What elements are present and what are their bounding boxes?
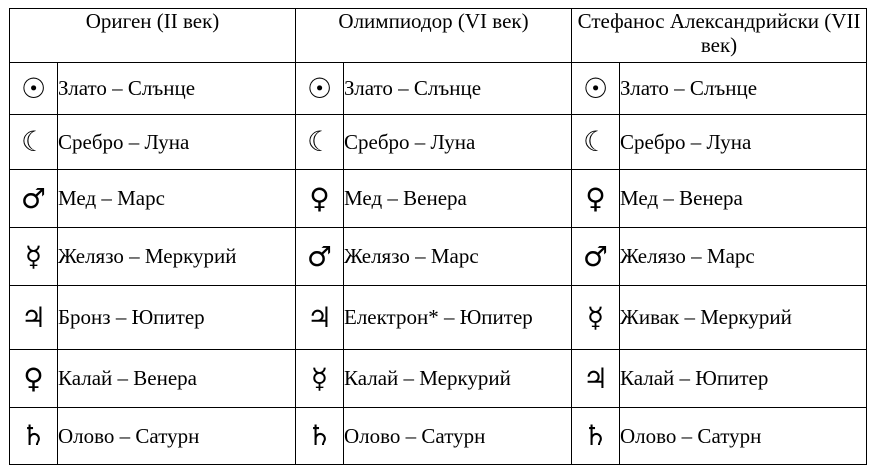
metal-planet-label: Злато – Слънце (620, 63, 867, 115)
table-row (10, 228, 867, 286)
metal-planet-label: Живак – Меркурий (620, 286, 867, 350)
metal-planet-label: Сребро – Луна (58, 115, 296, 170)
table-row (10, 63, 867, 115)
table-row (10, 350, 867, 408)
metal-planet-label: Калай – Юпитер (620, 350, 867, 408)
metals-planets-table (9, 8, 867, 465)
table-row (10, 170, 867, 228)
metal-planet-label: Електрон* – Юпитер (344, 286, 572, 350)
table-row (10, 286, 867, 350)
metal-planet-label: Желязо – Марс (344, 228, 572, 286)
mars-icon: ♂ (296, 228, 344, 286)
jupiter-icon: ♃ (10, 286, 58, 350)
metal-planet-label: Сребро – Луна (620, 115, 867, 170)
saturn-icon: ♄ (296, 408, 344, 465)
metal-planet-label: Злато – Слънце (344, 63, 572, 115)
saturn-icon: ♄ (10, 408, 58, 465)
metal-planet-label: Желязо – Меркурий (58, 228, 296, 286)
mars-icon: ♂ (10, 170, 58, 228)
table-row (10, 408, 867, 465)
jupiter-icon: ♃ (296, 286, 344, 350)
metal-planet-label: Желязо – Марс (620, 228, 867, 286)
mars-icon: ♂ (572, 228, 620, 286)
metal-planet-label: Олово – Сатурн (58, 408, 296, 465)
venus-icon: ♀ (296, 170, 344, 228)
metal-planet-label: Мед – Марс (58, 170, 296, 228)
metal-planet-label: Мед – Венера (620, 170, 867, 228)
moon-icon: ☾ (10, 115, 58, 170)
sun-icon: ☉ (572, 63, 620, 115)
header-olympiodorus: Олимпиодор (VI век) (296, 9, 572, 63)
metal-planet-label: Калай – Меркурий (344, 350, 572, 408)
header-row (10, 9, 867, 63)
metal-planet-label: Сребро – Луна (344, 115, 572, 170)
mercury-icon: ☿ (10, 228, 58, 286)
mercury-icon: ☿ (572, 286, 620, 350)
metal-planet-label: Калай – Венера (58, 350, 296, 408)
metal-planet-label: Мед – Венера (344, 170, 572, 228)
metal-planet-label: Бронз – Юпитер (58, 286, 296, 350)
saturn-icon: ♄ (572, 408, 620, 465)
sun-icon: ☉ (296, 63, 344, 115)
mercury-icon: ☿ (296, 350, 344, 408)
venus-icon: ♀ (10, 350, 58, 408)
header-origen: Ориген (II век) (10, 9, 296, 63)
moon-icon: ☾ (296, 115, 344, 170)
table-body (10, 63, 867, 465)
sun-icon: ☉ (10, 63, 58, 115)
table-row (10, 115, 867, 170)
header-stephanos: Стефанос Александрийски (VII век) (572, 9, 867, 63)
jupiter-icon: ♃ (572, 350, 620, 408)
venus-icon: ♀ (572, 170, 620, 228)
metal-planet-label: Олово – Сатурн (344, 408, 572, 465)
metal-planet-label: Олово – Сатурн (620, 408, 867, 465)
moon-icon: ☾ (572, 115, 620, 170)
metal-planet-label: Злато – Слънце (58, 63, 296, 115)
